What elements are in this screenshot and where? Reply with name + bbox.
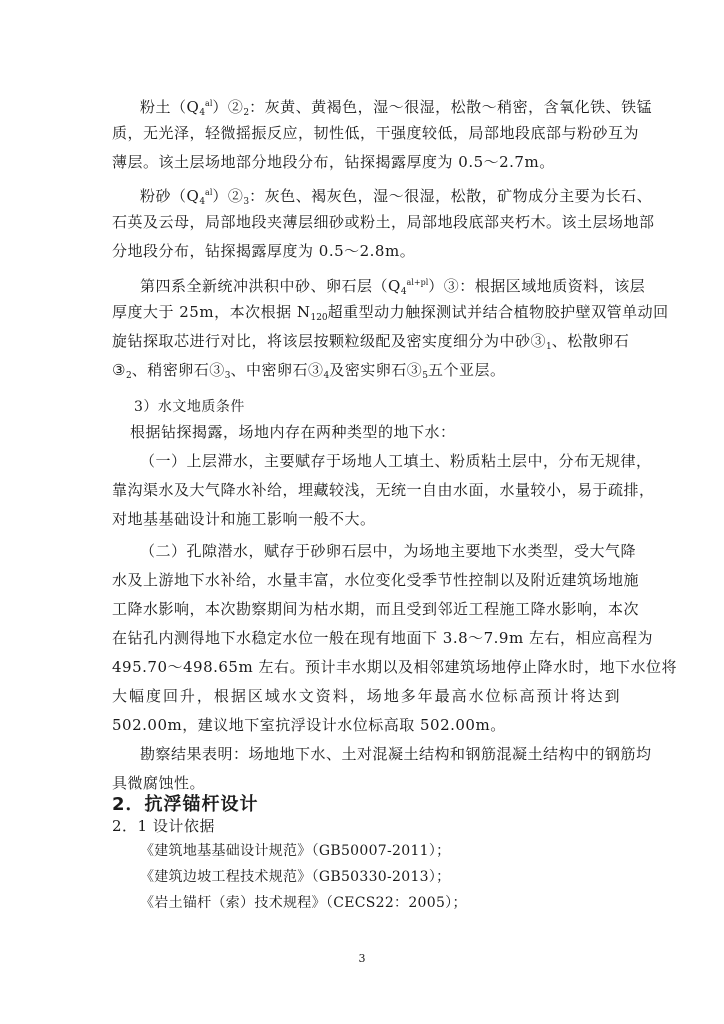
para-perched-water-line-1: （一）上层滞水，主要赋存于场地人工填土、粉质粘土层中，分布无规律， — [140, 452, 652, 470]
para-silt-line-1: 粉土$(Q_4^{al})②_2$：灰黄、黄褐色，湿～很湿，松散～稍密，含氧化铁、铁锰 — [140, 98, 653, 118]
para-gravel-line-2: 厚度大于 25m，本次根据 $N_{120}$超重型动力触探测试并结合植物胶护壁双管单动回 — [112, 303, 669, 323]
subsection-2-1-heading: 2．1 设计依据 — [112, 817, 215, 835]
page-number: 3 — [358, 952, 366, 965]
para-silty-sand-line-1: 粉砂$(Q_4^{al})②_3$：灰色、褐灰色，湿～很湿，松散，矿物成分主要为长石、 — [140, 187, 653, 207]
hydrogeology-intro: 根据钻探揭露，场地内存在两种类型的地下水： — [130, 423, 456, 441]
para-gravel-line-4: $③_2$、稍密卵石$③_3$、中密卵石$③_4$及密实卵石$③_5$五个亚层。 — [112, 361, 506, 381]
para-gravel-line-3: 旋钻探取芯进行对比，将该层按颗粒级配及密实度细分为中砂$③_1$、松散卵石 — [112, 332, 630, 352]
para-silt-line-2: 质，无光泽，轻微摇振反应，韧性低，干强度较低，局部地段底部与粉砂互为 — [112, 124, 640, 142]
para-gravel-line-1: 第四系全新统冲洪积中砂、卵石层$(Q_4^{al+pl})③$：根据区域地质资料，该层 — [140, 277, 646, 297]
para-silt-line-3: 薄层。该土层场地部分地段分布，钻探揭露厚度为 0.5～2.7m。 — [112, 153, 555, 171]
para-perched-water-line-2: 靠沟渠水及大气降水补给，埋藏较浅，无统一自由水面，水量较小，易于疏排， — [112, 481, 655, 499]
para-pore-water-line-4: 在钻孔内测得地下水稳定水位一般在现有地面下 3.8～7.9m 左右，相应高程为 — [112, 629, 653, 647]
para-pore-water-line-2: 水及上游地下水补给，水量丰富，水位变化受季节性控制以及附近建筑场地施 — [112, 571, 640, 589]
section-2-heading: 2．抗浮锚杆设计 — [112, 794, 259, 815]
para-corrosion-line-1: 勘察结果表明：场地地下水、土对混凝土结构和钢筋混凝土结构中的钢筋均 — [140, 745, 652, 763]
reference-item: 《岩土锚杆（索）技术规程》（CECS22：2005）； — [140, 895, 467, 911]
para-perched-water-line-3: 对地基基础设计和施工影响一般不大。 — [112, 510, 376, 528]
para-silty-sand-line-2: 石英及云母，局部地段夹薄层细砂或粉土，局部地段底部夹朽木。该土层场地部 — [112, 213, 655, 231]
para-pore-water-line-3: 工降水影响，本次勘察期间为枯水期，而且受到邻近工程施工降水影响，本次 — [112, 600, 640, 618]
para-pore-water-line-1: （二）孔隙潜水，赋存于砂卵石层中，为场地主要地下水类型，受大气降 — [140, 542, 637, 560]
reference-item: 《建筑地基基础设计规范》（GB50007-2011）； — [140, 843, 451, 859]
section-hydrogeology-heading: 3）水文地质条件 — [134, 399, 245, 415]
para-pore-water-line-7: 502.00m，建议地下室抗浮设计水位标高取 502.00m。 — [112, 716, 506, 734]
para-corrosion-line-2: 具微腐蚀性。 — [112, 774, 206, 792]
para-pore-water-line-6: 大幅度回升，根据区域水文资料，场地多年最高水位标高预计将达到 — [112, 687, 620, 705]
reference-item: 《建筑边坡工程技术规范》（GB50330-2013）； — [140, 869, 451, 885]
para-silty-sand-line-3: 分地段分布，钻探揭露厚度为 0.5～2.8m。 — [112, 242, 416, 260]
para-pore-water-line-5: 495.70～498.65m 左右。预计丰水期以及相邻建筑场地停止降水时，地下水位将 — [112, 658, 677, 676]
